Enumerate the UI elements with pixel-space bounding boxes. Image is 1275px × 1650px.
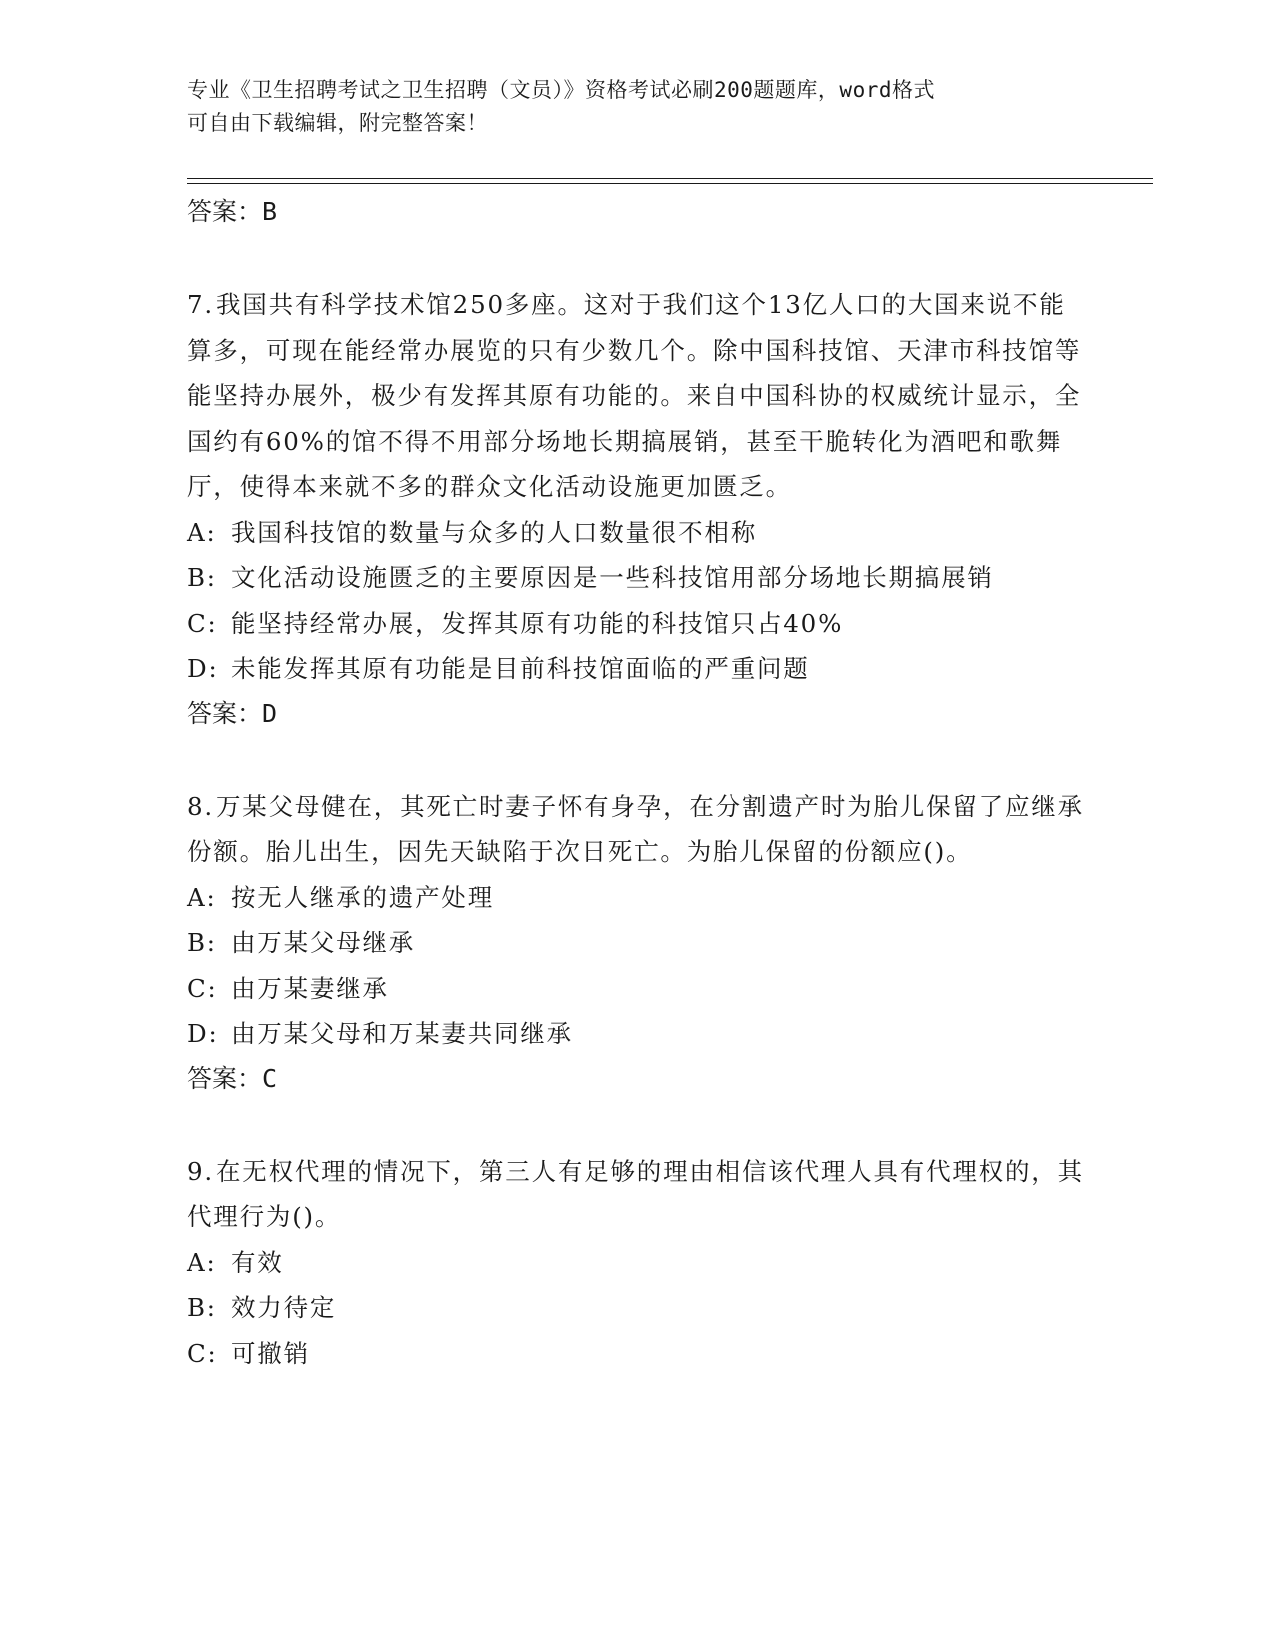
question-8-option-b [187, 920, 1087, 966]
question-8-answer: 答案：C [187, 1063, 278, 1093]
option-text: 我国科技馆的数量与众多的人口数量很不相称 [231, 517, 757, 547]
question-8-option-c [187, 966, 1087, 1012]
option-text: 可撤销 [231, 1338, 310, 1368]
question-9-option-b [187, 1285, 1087, 1331]
option-key: A: [187, 882, 217, 912]
header-divider-top [187, 178, 1153, 179]
header-divider-bottom [187, 183, 1153, 184]
option-text: 文化活动设施匮乏的主要原因是一些科技馆用部分场地长期搞展销 [231, 563, 994, 592]
option-key: A: [187, 517, 217, 547]
question-number: 7. [187, 290, 214, 319]
option-text: 由万某父母和万某妻共同继承 [231, 1019, 573, 1048]
header-title-line2: 可自由下载编辑，附完整答案！ [187, 111, 488, 135]
option-key: C: [187, 608, 218, 638]
option-text: 由万某父母继承 [231, 928, 416, 957]
option-key: C: [187, 1338, 218, 1368]
option-text: 由万某妻继承 [231, 973, 389, 1003]
question-7-answer: 答案：D [187, 698, 278, 728]
question-9-option-a [187, 1240, 1087, 1286]
option-text: 效力待定 [231, 1293, 337, 1322]
question-7-option-d [187, 646, 1087, 692]
question-7-option-c [187, 601, 1087, 647]
question-7-option-b [187, 555, 1087, 601]
question-9-stem [187, 1149, 1087, 1240]
option-key: A: [187, 1247, 217, 1277]
option-text: 未能发挥其原有功能是目前科技馆面临的严重问题 [231, 654, 810, 683]
question-7-option-a [187, 510, 1087, 556]
option-text: 能坚持经常办展，发挥其原有功能的科技馆只占40% [231, 608, 844, 638]
question-number: 8. [187, 791, 214, 821]
option-key: C: [187, 973, 218, 1003]
question-text: 在无权代理的情况下，第三人有足够的理由相信该代理人具有代理权的，其代理行为()。 [187, 1156, 1084, 1231]
option-text: 按无人继承的遗产处理 [231, 882, 494, 912]
question-8-stem [187, 784, 1087, 875]
option-key: B: [187, 928, 217, 957]
question-9-option-c [187, 1331, 1087, 1377]
question-number: 9. [187, 1156, 214, 1186]
header-title-line1: 专业《卫生招聘考试之卫生招聘（文员）》资格考试必刷200题题库，word格式 [187, 78, 935, 102]
option-key: B: [187, 1293, 217, 1322]
question-text: 万某父母健在，其死亡时妻子怀有身孕，在分割遗产时为胎儿保留了应继承份额。胎儿出生，因先天缺陷于次日死亡。为胎儿保留的份额应()。 [187, 791, 1084, 866]
question-8-option-a [187, 875, 1087, 921]
question-text: 我国共有科学技术馆250多座。这对于我们这个13亿人口的大国来说不能算多，可现在能经常办展览的只有少数几个。除中国科技馆、天津市科技馆等能坚持办展外，极少有发挥其原有功能的。来自中国科协的权威统计显示，全国约有60%的馆不得不用部分场地长期搞展销，甚至干脆转化为酒吧和歌舞厅，使得本来就不多的群众文化活动设施更加匮乏。 [187, 290, 1082, 501]
option-key: D: [187, 654, 219, 683]
document-header [187, 74, 1067, 140]
previous-answer: 答案：B [187, 197, 278, 226]
option-text: 有效 [231, 1247, 284, 1277]
option-key: B: [187, 563, 217, 592]
question-list [187, 190, 1087, 1376]
question-7-stem [187, 282, 1087, 510]
option-key: D: [187, 1019, 219, 1048]
question-8-option-d [187, 1011, 1087, 1057]
